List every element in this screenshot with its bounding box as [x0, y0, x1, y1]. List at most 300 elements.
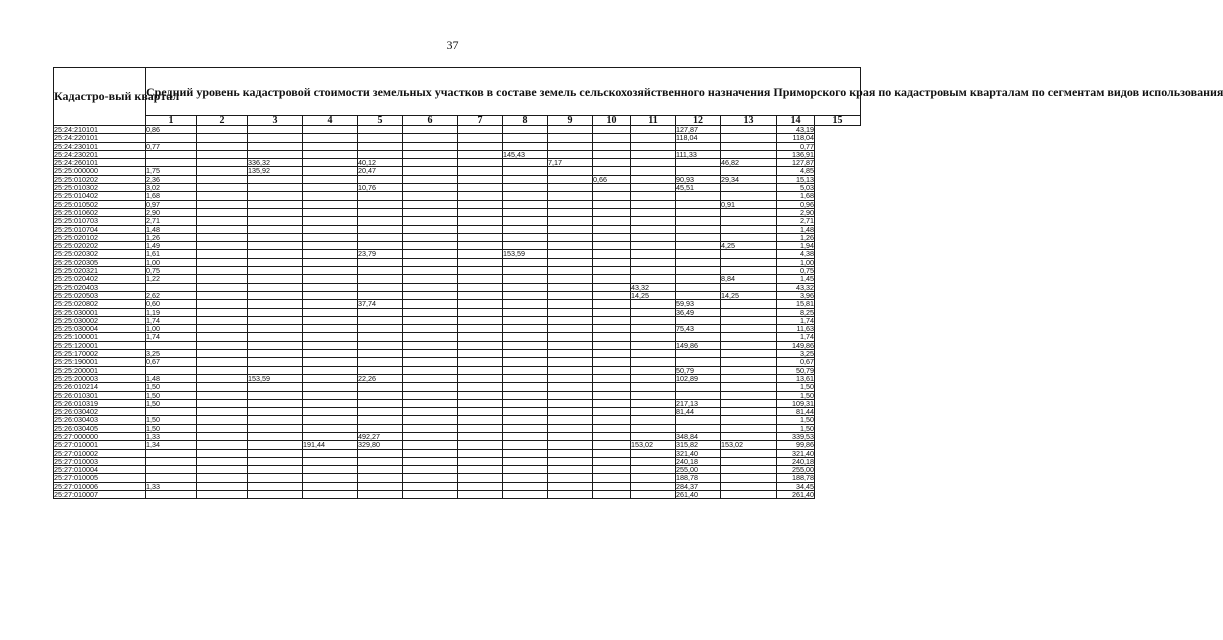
column-number-15: 15: [815, 116, 861, 126]
segment-value-cell: [358, 233, 403, 241]
segment-value-cell: [303, 283, 358, 291]
segment-value-cell: [721, 391, 777, 399]
segment-value-cell: [458, 374, 503, 382]
segment-value-cell: 36,49: [676, 308, 721, 316]
segment-value-cell: [403, 457, 458, 465]
segment-value-cell: [458, 441, 503, 449]
cadastral-quarter-cell: 25:25:010502: [54, 200, 146, 208]
segment-value-cell: [503, 267, 548, 275]
segment-value-cell: [458, 350, 503, 358]
segment-value-cell: [248, 192, 303, 200]
table-row: [54, 383, 861, 391]
segment-value-cell: [458, 300, 503, 308]
segment-value-cell: [197, 242, 248, 250]
segment-value-cell: [248, 416, 303, 424]
column-number-14: 14: [777, 116, 815, 126]
segment-value-cell: [248, 200, 303, 208]
table-row: [54, 291, 861, 299]
segment-value-cell: [458, 175, 503, 183]
segment-value-cell: [721, 192, 777, 200]
segment-value-cell: 153,02: [631, 441, 676, 449]
segment-value-cell: [503, 184, 548, 192]
total-value-cell: 1,68: [777, 192, 815, 200]
segment-value-cell: 118,04: [676, 134, 721, 142]
segment-value-cell: [631, 126, 676, 134]
segment-value-cell: [458, 449, 503, 457]
table-row: [54, 482, 861, 490]
column-number-13: 13: [721, 116, 777, 126]
segment-value-cell: [676, 333, 721, 341]
table-row: [54, 374, 861, 382]
segment-value-cell: [358, 267, 403, 275]
segment-value-cell: [458, 416, 503, 424]
segment-value-cell: [631, 424, 676, 432]
segment-value-cell: [197, 449, 248, 457]
segment-value-cell: [548, 184, 593, 192]
segment-value-cell: [403, 225, 458, 233]
segment-value-cell: [631, 474, 676, 482]
total-value-cell: 4,85: [777, 167, 815, 175]
segment-value-cell: [503, 134, 548, 142]
segment-value-cell: [676, 358, 721, 366]
segment-value-cell: 111,33: [676, 150, 721, 158]
segment-value-cell: [721, 399, 777, 407]
segment-value-cell: 127,87: [676, 126, 721, 134]
segment-value-cell: [721, 300, 777, 308]
segment-value-cell: [458, 383, 503, 391]
segment-value-cell: [503, 291, 548, 299]
table-row: [54, 159, 861, 167]
segment-value-cell: [503, 159, 548, 167]
segment-value-cell: [631, 316, 676, 324]
segment-value-cell: [197, 316, 248, 324]
cadastral-quarter-cell: 25:25:000000: [54, 167, 146, 175]
segment-value-cell: [503, 341, 548, 349]
segment-value-cell: [593, 242, 631, 250]
segment-value-cell: [721, 142, 777, 150]
segment-value-cell: [503, 283, 548, 291]
segment-value-cell: 0,66: [593, 175, 631, 183]
segment-value-cell: [197, 258, 248, 266]
segment-value-cell: [593, 391, 631, 399]
segment-value-cell: 3,02: [146, 184, 197, 192]
segment-value-cell: [146, 466, 197, 474]
segment-value-cell: [593, 134, 631, 142]
segment-value-cell: 23,79: [358, 250, 403, 258]
segment-value-cell: [403, 449, 458, 457]
segment-value-cell: [403, 424, 458, 432]
segment-value-cell: [548, 432, 593, 440]
total-value-cell: 127,87: [777, 159, 815, 167]
segment-value-cell: [197, 408, 248, 416]
segment-value-cell: [248, 134, 303, 142]
table-row: [54, 267, 861, 275]
segment-value-cell: [721, 424, 777, 432]
segment-value-cell: 240,18: [676, 457, 721, 465]
segment-value-cell: [458, 200, 503, 208]
segment-value-cell: [197, 383, 248, 391]
segment-value-cell: [303, 358, 358, 366]
segment-value-cell: [548, 399, 593, 407]
segment-value-cell: [146, 491, 197, 499]
segment-value-cell: [593, 184, 631, 192]
segment-value-cell: [197, 399, 248, 407]
segment-value-cell: [593, 333, 631, 341]
segment-value-cell: [548, 300, 593, 308]
segment-value-cell: [197, 474, 248, 482]
segment-value-cell: [458, 142, 503, 150]
segment-value-cell: [631, 350, 676, 358]
table-row: [54, 391, 861, 399]
segment-value-cell: [676, 350, 721, 358]
segment-value-cell: [721, 184, 777, 192]
total-value-cell: 261,40: [777, 491, 815, 499]
segment-value-cell: [631, 391, 676, 399]
segment-value-cell: [503, 449, 548, 457]
segment-value-cell: [593, 192, 631, 200]
total-value-cell: 3,25: [777, 350, 815, 358]
segment-value-cell: [403, 441, 458, 449]
segment-value-cell: [197, 325, 248, 333]
column-number-row: [54, 116, 861, 126]
segment-value-cell: [631, 341, 676, 349]
segment-value-cell: [248, 316, 303, 324]
total-value-cell: 188,78: [777, 474, 815, 482]
segment-value-cell: [548, 316, 593, 324]
segment-value-cell: [721, 366, 777, 374]
segment-value-cell: 1,00: [146, 258, 197, 266]
segment-value-cell: [593, 366, 631, 374]
table-row: [54, 167, 861, 175]
segment-value-cell: [721, 474, 777, 482]
cadastral-quarter-cell: 25:25:120001: [54, 341, 146, 349]
segment-value-cell: [403, 491, 458, 499]
segment-value-cell: [503, 432, 548, 440]
segment-value-cell: [593, 416, 631, 424]
segment-value-cell: 2,36: [146, 175, 197, 183]
segment-value-cell: [458, 267, 503, 275]
segment-value-cell: [548, 233, 593, 241]
segment-value-cell: [197, 291, 248, 299]
segment-value-cell: [248, 233, 303, 241]
segment-value-cell: [197, 200, 248, 208]
table-row: [54, 300, 861, 308]
total-value-cell: 1,94: [777, 242, 815, 250]
segment-value-cell: [303, 217, 358, 225]
segment-value-cell: [303, 308, 358, 316]
segment-value-cell: [631, 225, 676, 233]
segment-value-cell: [248, 225, 303, 233]
cadastral-quarter-cell: 25:27:010004: [54, 466, 146, 474]
segment-value-cell: [197, 184, 248, 192]
segment-value-cell: [403, 391, 458, 399]
segment-value-cell: 315,82: [676, 441, 721, 449]
segment-value-cell: [303, 474, 358, 482]
segment-value-cell: [248, 250, 303, 258]
segment-value-cell: [593, 408, 631, 416]
segment-value-cell: [248, 126, 303, 134]
segment-value-cell: [593, 358, 631, 366]
segment-value-cell: [458, 275, 503, 283]
table-row: [54, 200, 861, 208]
table-row: [54, 134, 861, 142]
total-value-cell: 15,81: [777, 300, 815, 308]
segment-value-cell: [248, 208, 303, 216]
segment-value-cell: [548, 217, 593, 225]
segment-value-cell: [676, 383, 721, 391]
cadastral-quarter-cell: 25:24:210101: [54, 126, 146, 134]
segment-value-cell: [548, 308, 593, 316]
segment-value-cell: [631, 242, 676, 250]
segment-value-cell: [248, 358, 303, 366]
segment-value-cell: [548, 208, 593, 216]
segment-value-cell: [548, 474, 593, 482]
segment-value-cell: [358, 482, 403, 490]
segment-value-cell: [358, 142, 403, 150]
segment-value-cell: [197, 134, 248, 142]
segment-value-cell: [503, 208, 548, 216]
segment-value-cell: [248, 184, 303, 192]
segment-value-cell: 1,74: [146, 316, 197, 324]
segment-value-cell: [631, 150, 676, 158]
segment-value-cell: 40,12: [358, 159, 403, 167]
segment-value-cell: [503, 308, 548, 316]
segment-value-cell: [548, 383, 593, 391]
segment-value-cell: 20,47: [358, 167, 403, 175]
segment-value-cell: [303, 208, 358, 216]
total-value-cell: 34,45: [777, 482, 815, 490]
segment-value-cell: [676, 283, 721, 291]
segment-value-cell: 102,89: [676, 374, 721, 382]
cadastral-quarter-cell: 25:25:010302: [54, 184, 146, 192]
segment-value-cell: [248, 474, 303, 482]
segment-value-cell: [458, 217, 503, 225]
total-value-cell: 0,75: [777, 267, 815, 275]
table-row: [54, 126, 861, 134]
table-row: [54, 350, 861, 358]
segment-value-cell: [548, 391, 593, 399]
segment-value-cell: [548, 408, 593, 416]
segment-value-cell: [458, 474, 503, 482]
segment-value-cell: [593, 474, 631, 482]
cadastral-quarter-cell: 25:26:030403: [54, 416, 146, 424]
segment-value-cell: [358, 308, 403, 316]
segment-value-cell: [593, 275, 631, 283]
segment-value-cell: [197, 142, 248, 150]
cadastral-quarter-cell: 25:25:190001: [54, 358, 146, 366]
segment-value-cell: [358, 134, 403, 142]
segment-value-cell: [548, 374, 593, 382]
segment-value-cell: [403, 474, 458, 482]
segment-value-cell: [548, 466, 593, 474]
segment-value-cell: 1,50: [146, 399, 197, 407]
cadastral-quarter-cell: 25:25:100001: [54, 333, 146, 341]
cadastral-quarter-cell: 25:25:020305: [54, 258, 146, 266]
segment-value-cell: [631, 233, 676, 241]
segment-value-cell: [676, 250, 721, 258]
segment-value-cell: 22,26: [358, 374, 403, 382]
table-row: [54, 225, 861, 233]
total-value-cell: 1,26: [777, 233, 815, 241]
segment-value-cell: [503, 491, 548, 499]
segment-value-cell: [403, 466, 458, 474]
column-number-10: 10: [593, 116, 631, 126]
segment-value-cell: [403, 482, 458, 490]
segment-value-cell: [458, 291, 503, 299]
total-value-cell: 81,44: [777, 408, 815, 416]
cadastral-quarter-cell: 25:25:010703: [54, 217, 146, 225]
segment-value-cell: [303, 225, 358, 233]
table-row: [54, 416, 861, 424]
segment-value-cell: [358, 350, 403, 358]
segment-value-cell: [503, 391, 548, 399]
segment-value-cell: [197, 366, 248, 374]
segment-value-cell: [631, 300, 676, 308]
segment-value-cell: [548, 366, 593, 374]
segment-value-cell: [721, 491, 777, 499]
segment-value-cell: 0,86: [146, 126, 197, 134]
segment-value-cell: [631, 408, 676, 416]
table-row: [54, 250, 861, 258]
segment-value-cell: 191,44: [303, 441, 358, 449]
segment-value-cell: [548, 491, 593, 499]
segment-value-cell: [358, 200, 403, 208]
segment-value-cell: [676, 416, 721, 424]
segment-value-cell: [458, 134, 503, 142]
column-number-1: 1: [146, 116, 197, 126]
segment-value-cell: [197, 350, 248, 358]
table-row: [54, 217, 861, 225]
total-value-cell: 1,74: [777, 333, 815, 341]
segment-value-cell: [593, 424, 631, 432]
segment-value-cell: 1,50: [146, 424, 197, 432]
cadastral-quarter-cell: 25:25:170002: [54, 350, 146, 358]
segment-value-cell: [403, 159, 458, 167]
segment-value-cell: [248, 449, 303, 457]
segment-value-cell: [146, 449, 197, 457]
total-value-cell: 2,90: [777, 208, 815, 216]
segment-value-cell: [248, 275, 303, 283]
segment-value-cell: [403, 341, 458, 349]
segment-value-cell: [548, 424, 593, 432]
table-row: [54, 192, 861, 200]
segment-value-cell: [503, 275, 548, 283]
segment-value-cell: [358, 275, 403, 283]
segment-value-cell: 284,37: [676, 482, 721, 490]
segment-value-cell: [303, 134, 358, 142]
segment-value-cell: [548, 441, 593, 449]
segment-value-cell: [721, 466, 777, 474]
segment-value-cell: [631, 192, 676, 200]
segment-value-cell: [303, 399, 358, 407]
table-row: [54, 491, 861, 499]
total-value-cell: 0,77: [777, 142, 815, 150]
segment-value-cell: [403, 200, 458, 208]
segment-value-cell: [503, 441, 548, 449]
segment-value-cell: 14,25: [721, 291, 777, 299]
segment-value-cell: [631, 416, 676, 424]
total-value-cell: 1,00: [777, 258, 815, 266]
table-row: [54, 325, 861, 333]
cadastral-quarter-cell: 25:27:000000: [54, 432, 146, 440]
segment-value-cell: [503, 350, 548, 358]
segment-value-cell: [358, 258, 403, 266]
segment-value-cell: [303, 258, 358, 266]
segment-value-cell: [303, 300, 358, 308]
segment-value-cell: [548, 167, 593, 175]
segment-value-cell: [146, 457, 197, 465]
segment-value-cell: [503, 126, 548, 134]
segment-value-cell: [593, 350, 631, 358]
cadastral-quarter-cell: 25:25:010602: [54, 208, 146, 216]
total-value-cell: 2,71: [777, 217, 815, 225]
segment-value-cell: [503, 399, 548, 407]
segment-value-cell: [197, 432, 248, 440]
table-row: [54, 275, 861, 283]
segment-value-cell: [248, 217, 303, 225]
table-row: [54, 233, 861, 241]
segment-value-cell: [458, 341, 503, 349]
segment-value-cell: 14,25: [631, 291, 676, 299]
segment-value-cell: 0,91: [721, 200, 777, 208]
segment-value-cell: [197, 150, 248, 158]
segment-value-cell: [593, 200, 631, 208]
segment-value-cell: [303, 491, 358, 499]
cadastral-quarter-cell: 25:27:010001: [54, 441, 146, 449]
table-row: [54, 175, 861, 183]
segment-value-cell: [676, 225, 721, 233]
segment-value-cell: 2,62: [146, 291, 197, 299]
segment-value-cell: 1,61: [146, 250, 197, 258]
segment-value-cell: [197, 374, 248, 382]
segment-value-cell: [358, 126, 403, 134]
segment-value-cell: 1,50: [146, 383, 197, 391]
segment-value-cell: [248, 457, 303, 465]
segment-value-cell: [197, 391, 248, 399]
cadastral-quarter-cell: 25:27:010002: [54, 449, 146, 457]
segment-value-cell: [548, 416, 593, 424]
segment-value-cell: [358, 391, 403, 399]
segment-value-cell: [721, 208, 777, 216]
segment-value-cell: [403, 126, 458, 134]
cadastral-quarter-cell: 25:25:010202: [54, 175, 146, 183]
total-value-cell: 1,48: [777, 225, 815, 233]
segment-value-cell: [631, 275, 676, 283]
segment-value-cell: 3,25: [146, 350, 197, 358]
segment-value-cell: [721, 225, 777, 233]
total-value-cell: 240,18: [777, 457, 815, 465]
segment-value-cell: [403, 267, 458, 275]
segment-value-cell: [631, 134, 676, 142]
segment-value-cell: [593, 491, 631, 499]
segment-value-cell: [303, 341, 358, 349]
segment-value-cell: [358, 333, 403, 341]
cadastral-quarter-cell: 25:25:020403: [54, 283, 146, 291]
segment-value-cell: [303, 408, 358, 416]
segment-value-cell: [303, 233, 358, 241]
segment-value-cell: [403, 374, 458, 382]
cadastral-quarter-cell: 25:25:010704: [54, 225, 146, 233]
segment-value-cell: [403, 300, 458, 308]
segment-value-cell: 59,93: [676, 300, 721, 308]
segment-value-cell: [303, 366, 358, 374]
total-value-cell: 321,40: [777, 449, 815, 457]
segment-value-cell: [503, 482, 548, 490]
segment-value-cell: [197, 126, 248, 134]
segment-value-cell: [503, 408, 548, 416]
segment-value-cell: [303, 150, 358, 158]
total-value-cell: 1,74: [777, 316, 815, 324]
